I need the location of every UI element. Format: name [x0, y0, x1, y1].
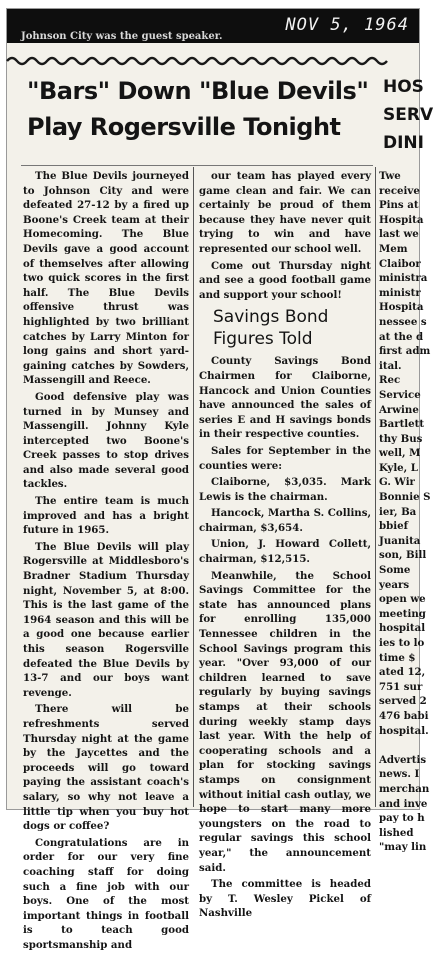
adjacent-headline-line: SERV [383, 105, 434, 125]
adjacent-article-line: meeting [379, 607, 426, 620]
adjacent-article-line: Bonnie S [379, 491, 431, 504]
adjacent-article-line: news. I [379, 768, 420, 781]
previous-article-tail: Johnson City was the guest speaker. [21, 31, 223, 42]
paragraph: The committee is headed by T. Wesley Pickel of Nashville [199, 878, 371, 920]
adjacent-article-line: Rec [379, 374, 401, 387]
adjacent-article-line: Arwine [379, 403, 419, 416]
adjacent-article-line: 476 babi [379, 709, 429, 722]
top-band [7, 9, 419, 43]
adjacent-article-line: and inve [379, 797, 428, 810]
paragraph: Claiborne, $3,035. Mark Lewis is the chairman. [199, 476, 371, 503]
column-rule [21, 165, 373, 166]
adjacent-article-line: nessee s [379, 315, 427, 328]
paragraph: The Blue Devils will play Rogersville at Middlesboro's Bradner Stadium Thursday night, November 5, at 8:00. This is the last game of the 1964 season and this will be a good one because earlier this season Rogersville defeated the Blue Devils by 13-7 and our boys want revenge. [23, 540, 189, 699]
column-divider [375, 167, 376, 807]
adjacent-article-line: first adm [379, 345, 431, 358]
adjacent-article-line: "may lin [379, 841, 427, 854]
article-column-2 [199, 169, 371, 923]
savings-bond-headline: Savings Bond Figures Told [213, 307, 329, 350]
adjacent-article-line: son, Bill [379, 549, 427, 562]
paragraph: Union, J. Howard Collett, chairman, $12,515. [199, 538, 371, 566]
adjacent-article-line: served 2 [379, 695, 427, 708]
adjacent-headline-line: DINI [383, 133, 424, 153]
article-column-1 [23, 169, 189, 954]
paragraph: The Blue Devils journeyed to Johnson City and were defeated 27-12 by a fired up Boone's Creek team at their Homecoming. The Blue Devils gave a good account of themselves after allowing two quick scores in the first half. The Blue Devils offensive thrust was highlighted by two brilliant catches by Larry Minton for long gains and short yard-gaining catches by Sowders, Massengill and Reece. [23, 170, 189, 387]
paragraph: Sales for September in the counties were: [199, 444, 371, 472]
paragraph: County Savings Bond Chairmen for Claiborne, Hancock and Union Counties have announced the sales of series E and H savings bonds in their respective counties. [199, 355, 371, 441]
adjacent-article-line: well, M [379, 447, 421, 460]
adjacent-article-line: Juanita [379, 534, 421, 547]
adjacent-article-line: thy Bus [379, 432, 423, 445]
adjacent-article-line: Some [379, 564, 411, 577]
adjacent-article-line: Mem [379, 242, 408, 255]
adjacent-article-column [379, 169, 435, 855]
adjacent-article-line: 751 sur [379, 680, 423, 693]
headline-line-2: Play Rogersville Tonight [27, 113, 341, 141]
adjacent-article-line: Advertis [379, 753, 427, 766]
column-divider [193, 167, 194, 807]
adjacent-article-line: bbief [379, 520, 408, 533]
adjacent-article-line: Service [379, 388, 421, 401]
paragraph: Come out Thursday night and see a good football game and support your school! [199, 259, 371, 301]
paragraph: Congratulations are in order for our very fine coaching staff for doing such a fine job with our boys. One of the most important things in football is to teach good sportsmanship and [23, 836, 189, 951]
adjacent-article-line: ies to lo [379, 637, 425, 649]
adjacent-article-line: lished [379, 826, 414, 839]
adjacent-article-line: ier, Ba [379, 505, 417, 518]
adjacent-article-line: ital. [379, 359, 402, 372]
newspaper-clipping [6, 8, 434, 951]
adjacent-article-line: pay to h [379, 812, 425, 825]
adjacent-article-line: Claibor [379, 257, 421, 270]
paragraph: There will be refreshments served Thursday night at the game by the Jaycettes and the proceeds will go toward paying the assistant coach's salary, so why not leave a little tip when you buy hot dogs or coffee? [23, 703, 189, 833]
adjacent-article-line: Twe [379, 170, 401, 182]
adjacent-article-line: time $ [379, 651, 416, 664]
adjacent-article-line: ministr [379, 286, 421, 299]
date-stamp: NOV 5, 1964 [285, 15, 409, 35]
adjacent-article-line: Pins at [379, 199, 419, 212]
adjacent-article-line [379, 738, 435, 753]
adjacent-article-line: open we [379, 593, 426, 606]
headline [27, 73, 367, 145]
paragraph: Hancock, Martha S. Collins, chairman, $3,654. [199, 507, 371, 534]
adjacent-article-line: hospital [379, 622, 426, 635]
adjacent-article-line: hospital. [379, 724, 429, 737]
wavy-divider [7, 55, 387, 67]
adjacent-article-line: G. Wir [379, 476, 415, 489]
adjacent-article-line: years [379, 578, 410, 591]
adjacent-article-line: Kyle, L [379, 461, 418, 474]
adjacent-headline-line: HOS [383, 77, 424, 97]
adjacent-article-line: Bartlett [379, 418, 425, 431]
headline-line-1: "Bars" Down "Blue Devils" [27, 77, 369, 105]
adjacent-headline [383, 73, 433, 157]
adjacent-article-line: ated 12, [379, 666, 426, 679]
paragraph: our team has played every game clean and fair. We can certainly be proud of them because they have never quit trying to win and have represented our school well. [199, 170, 371, 255]
adjacent-article-line: last we [379, 228, 419, 241]
adjacent-article-line: ministra [379, 272, 428, 285]
adjacent-article-line: Hospita [379, 301, 424, 314]
paragraph: The entire team is much improved and has a bright future in 1965. [23, 495, 189, 537]
paragraph: Meanwhile, the School Savings Committee for the state has announced plans for enrolling 135,000 Tennessee children in the School Savings program this year. "Over 93,000 of our children learned to save regularly by buying savings stamps at their schools during weekly stamp days last year. With the help of cooperating schools and a plan for stocking savings stamps on consignment without initial cash outlay, we hope to start many more youngsters on the road to regular savings this school year," the announcement said. [199, 569, 371, 874]
paragraph: Good defensive play was turned in by Munsey and Massengill. Johnny Kyle intercepted two Boone's Creek passes to stop drives and also made several good tackles. [23, 390, 189, 491]
adjacent-article-line: Hospita [379, 213, 424, 226]
adjacent-article-line: merchan [379, 782, 430, 795]
adjacent-article-line: at the d [379, 330, 424, 343]
adjacent-article-line: receive [379, 184, 420, 197]
